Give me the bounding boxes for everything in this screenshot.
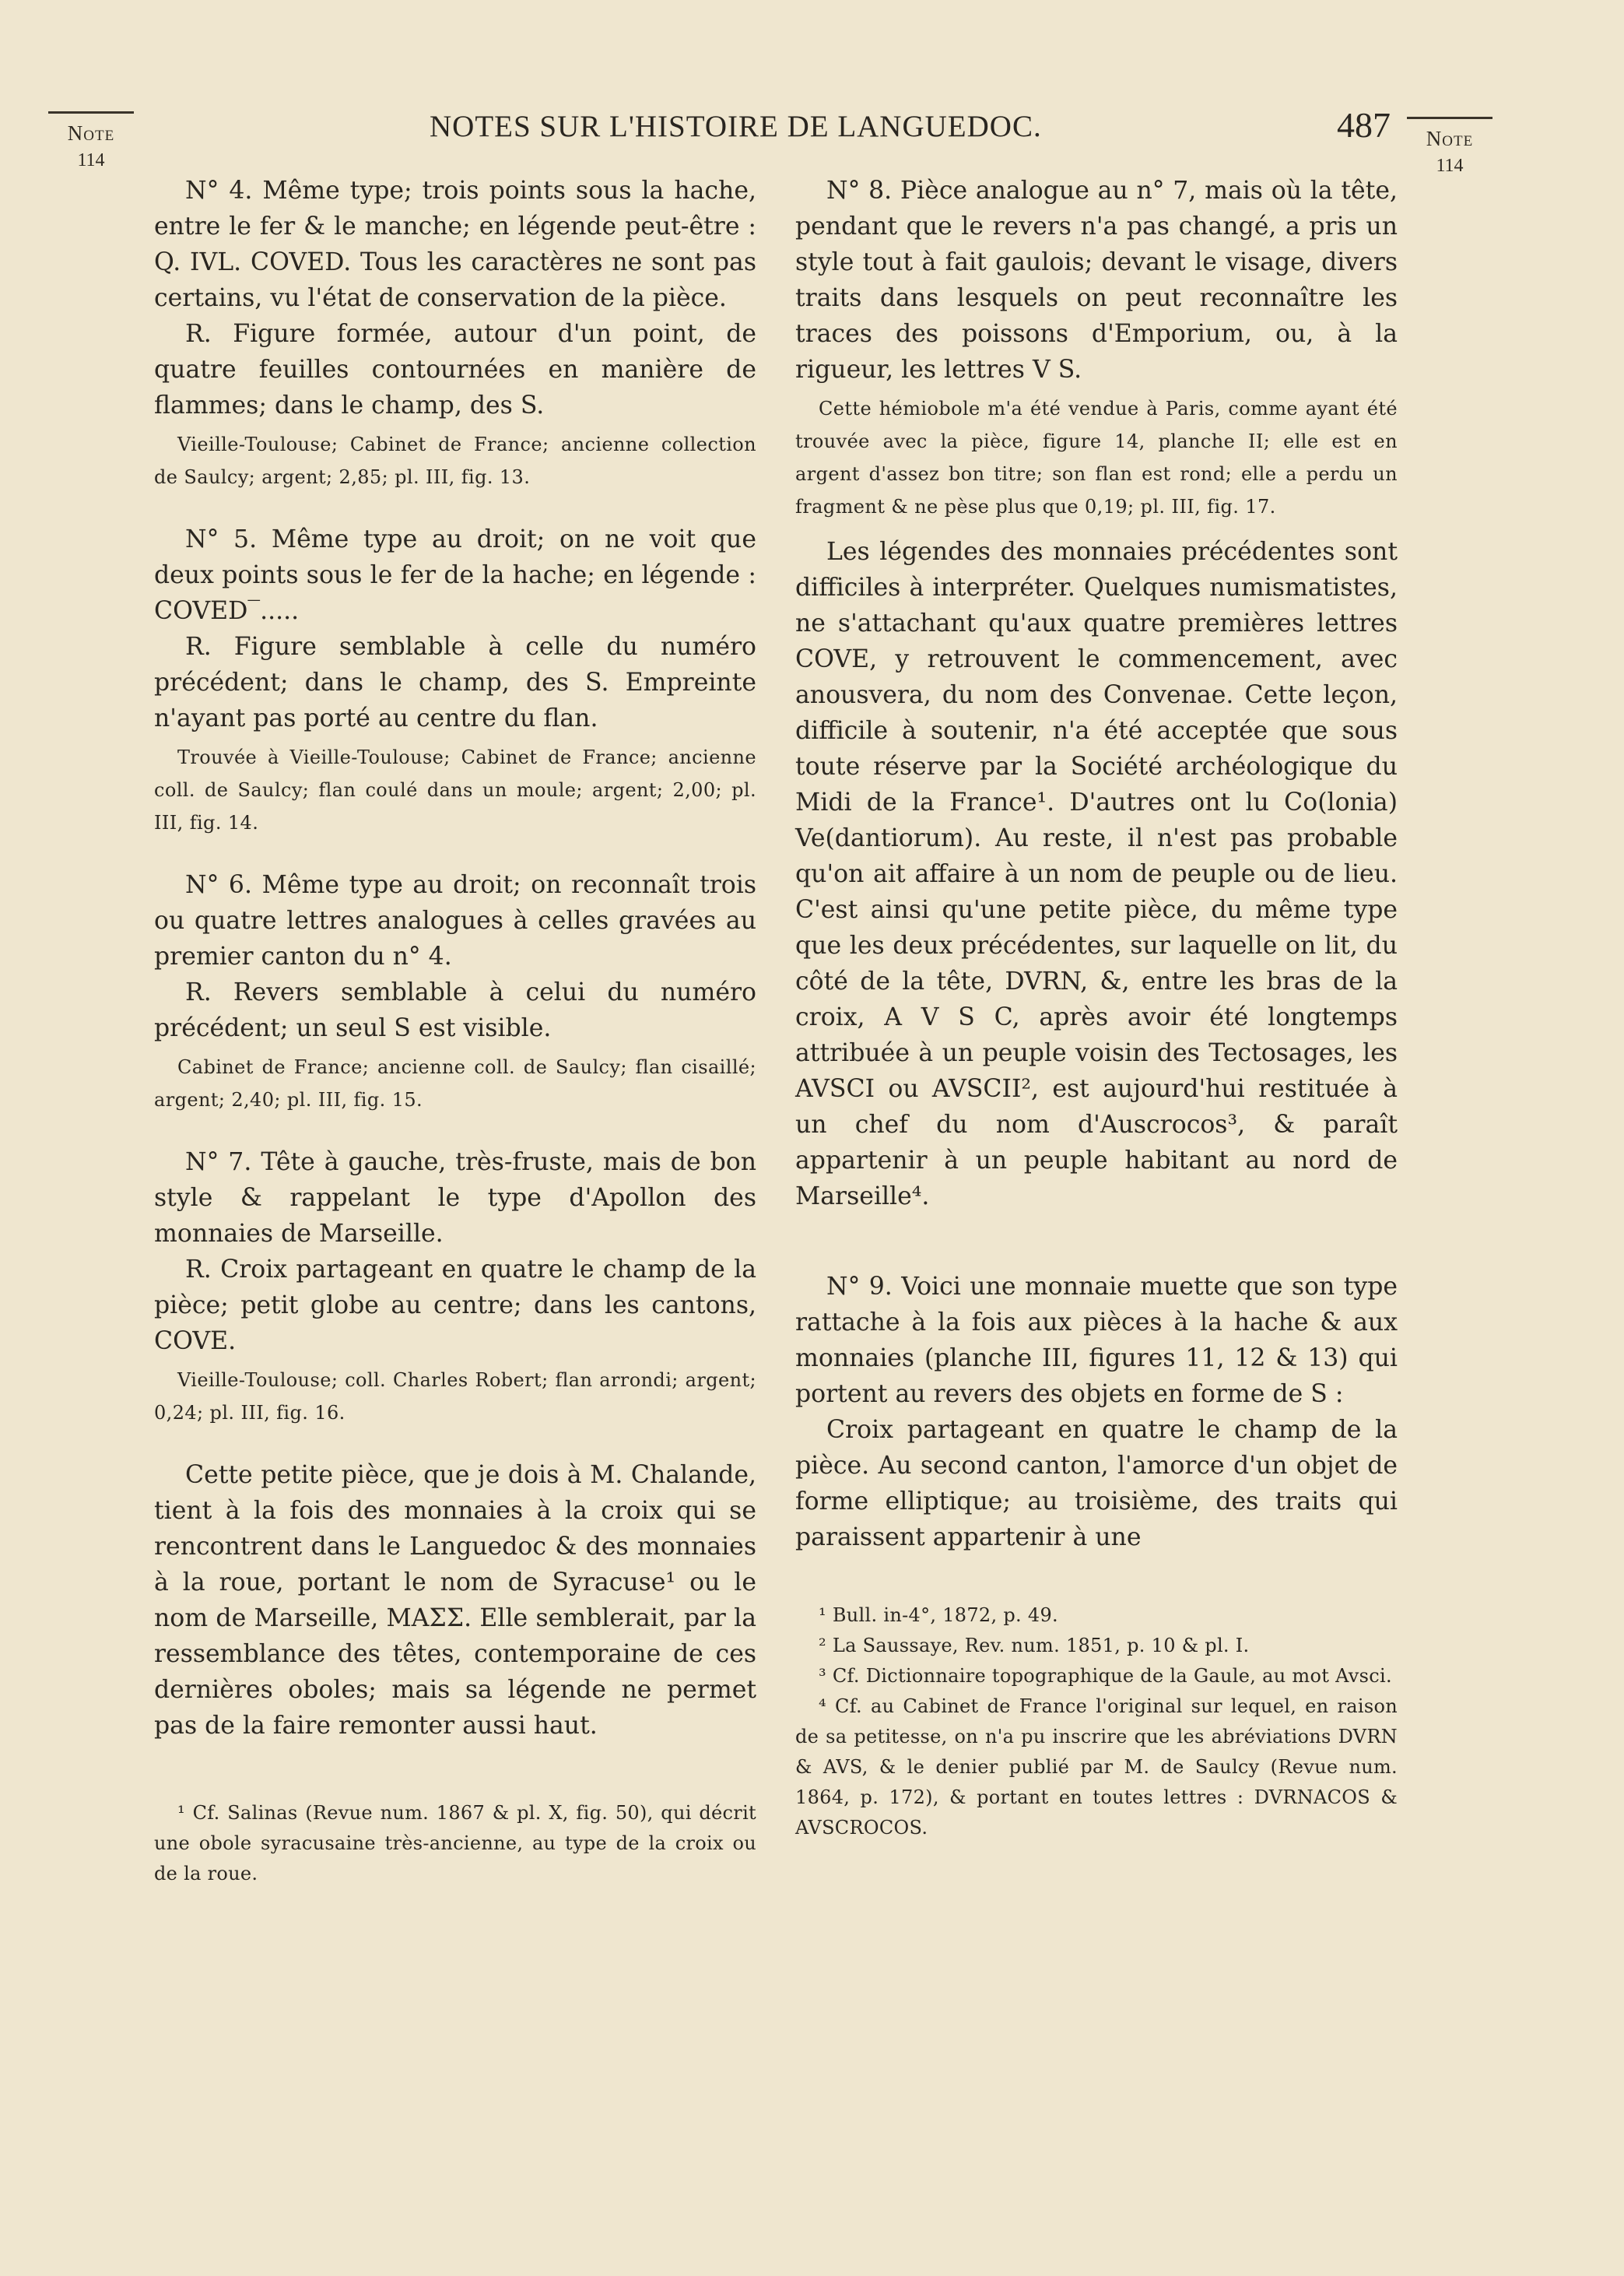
coin-4-obverse: N° 4. Même type; trois points sous la hache, entre le fer & le manche; en légende peut-être : Q. IVL. COVED. Tous les caractères ne sont pas certains, vu l'état de conservation de la pièce. [154,177,756,312]
coin-4-note: Vieille-Toulouse; Cabinet de France; ancienne collection de Saulcy; argent; 2,85; pl. III, fig. 13. [154,434,756,488]
margin-note-number: 114 [77,150,105,170]
page-number: 487 [1337,105,1391,145]
coin-7-reverse: R. Croix partageant en quatre le champ de la pièce; petit globe au centre; dans les cantons, COVE. [154,1256,756,1355]
margin-note-number: 114 [1436,156,1464,176]
margin-rule [1407,117,1492,119]
running-title: NOTES SUR L'HISTOIRE DE LANGUEDOC. [430,110,1042,143]
coin-9-intro: N° 9. Voici une monnaie muette que son type rattache à la fois aux pièces à la hache & aux monnaies (planche III, figures 11, 12 & 13) qui portent au revers des objets en forme de S : [795,1273,1398,1408]
left-column [154,173,756,1889]
footnote-3: ³ Cf. Dictionnaire topographique de la Gaule, au mot Avsci. [819,1665,1392,1687]
coin-8-note: Cette hémiobole m'a été vendue à Paris, comme ayant été trouvée avec la pièce, figure 14, planche II; elle est en argent d'assez bon titre; son flan est rond; elle a perdu un fragment & ne pèse plus que 0,19; pl. III, fig. 17. [795,398,1398,518]
coin-6-reverse: R. Revers semblable à celui du numéro précédent; un seul S est visible. [154,978,756,1042]
legend-commentary: Les légendes des monnaies précédentes sont difficiles à interpréter. Quelques numismatistes, ne s'attachant qu'aux quatre premières lettres COVE, y retrouvent le commencement, avec anousvera, du nom des Convenae. Cette leçon, difficile à soutenir, n'a été acceptée que sous toute réserve par la Société archéologique du Midi de la France¹. D'autres ont lu Co(lonia) Ve(dantiorum). Au reste, il n'est pas probable qu'on ait affaire à un nom de peuple ou de lieu. C'est ainsi qu'une petite pièce, du même type que les deux précédentes, sur laquelle on lit, du côté de la tête, DVRN, &, entre les bras de la croix, A V S C, après avoir été longtemps attribuée à un peuple voisin des Tectosages, les AVSCI ou AVSCII², est aujourd'hui restituée à un chef du nom d'Auscrocos³, & paraît appartenir à un peuple habitant au nord de Marseille⁴. [795,538,1398,1210]
coin-8-obverse: N° 8. Pièce analogue au n° 7, mais où la tête, pendant que le revers n'a pas changé, a pris un style tout à fait gaulois; devant le visage, divers traits dans lesquels on peut reconnaître les traces des poissons d'Emporium, ou, à la rigueur, les lettres V S. [795,177,1398,384]
coin-5-note: Trouvée à Vieille-Toulouse; Cabinet de France; ancienne coll. de Saulcy; flan coulé dans un moule; argent; 2,00; pl. III, fig. 14. [154,746,756,834]
coin-5-obverse: N° 5. Même type au droit; on ne voit que deux points sous le fer de la hache; en légende : COVED‾..... [154,525,756,625]
footnote-2: ² La Saussaye, Rev. num. 1851, p. 10 & pl. I. [819,1635,1250,1656]
margin-rule [48,111,134,114]
right-column [795,173,1398,1843]
margin-note-label: Note [1426,127,1474,150]
coin-6-note: Cabinet de France; ancienne coll. de Saulcy; flan cisaillé; argent; 2,40; pl. III, fig. 15. [154,1056,756,1111]
coin-9-description: Croix partageant en quatre le champ de la pièce. Au second canton, l'amorce d'un objet de forme elliptique; au troisième, des traits qui paraissent appartenir à une [795,1416,1398,1551]
coin-7-obverse: N° 7. Tête à gauche, très-fruste, mais de bon style & rappelant le type d'Apollon des monnaies de Marseille. [154,1148,756,1248]
commentary-paragraph: Cette petite pièce, que je dois à M. Chalande, tient à la fois des monnaies à la croix qui se rencontrent dans le Languedoc & des monnaies à la roue, portant le nom de Syracuse¹ ou le nom de Marseille, ΜΑΣΣ. Elle semblerait, par la ressemblance des têtes, contemporaine de ces dernières oboles; mais sa légende ne permet pas de la faire remonter aussi haut. [154,1461,756,1740]
coin-5-reverse: R. Figure semblable à celle du numéro précédent; dans le champ, des S. Empreinte n'ayant pas porté au centre du flan. [154,633,756,732]
coin-6-obverse: N° 6. Même type au droit; on reconnaît trois ou quatre lettres analogues à celles gravées au premier canton du n° 4. [154,871,756,971]
footnote-1: ¹ Cf. Salinas (Revue num. 1867 & pl. X, fig. 50), qui décrit une obole syracusaine très-ancienne, au type de la croix ou de la roue. [154,1802,756,1884]
footnote-1: ¹ Bull. in-4°, 1872, p. 49. [819,1604,1058,1626]
coin-4-reverse: R. Figure formée, autour d'un point, de quatre feuilles contournées en manière de flammes; dans le champ, des S. [154,320,756,420]
margin-note-label: Note [67,121,115,145]
coin-7-note: Vieille-Toulouse; coll. Charles Robert; flan arrondi; argent; 0,24; pl. III, fig. 16. [154,1369,756,1424]
margin-note-left [48,111,134,171]
footnote-4: ⁴ Cf. au Cabinet de France l'original sur lequel, en raison de sa petitesse, on n'a pu inscrire que les abréviations DVRN & AVS, & le denier publié par M. de Saulcy (Revue num. 1864, p. 172), & portant en toutes lettres : DVRNACOS & AVSCROCOS. [795,1695,1398,1839]
margin-note-right [1407,117,1492,177]
